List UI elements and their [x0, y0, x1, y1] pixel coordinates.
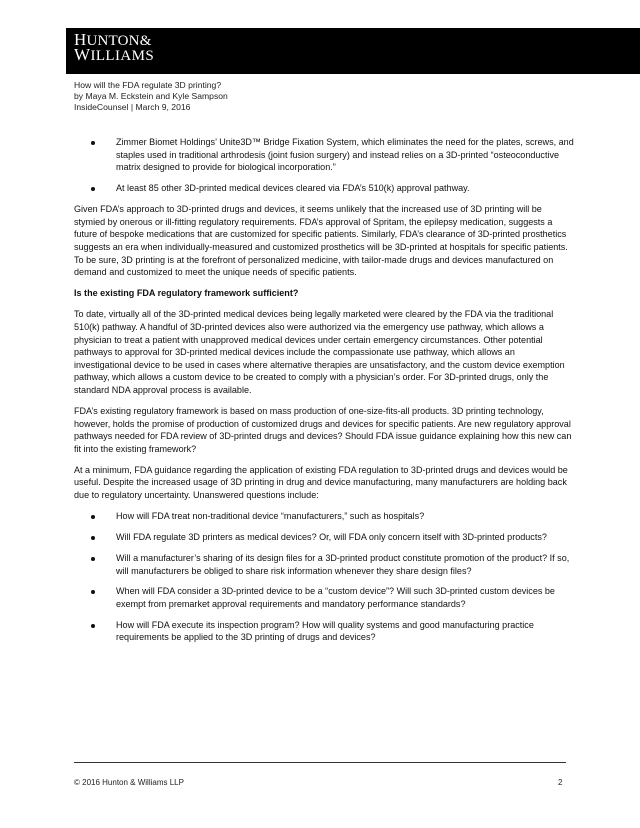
list-item [74, 510, 574, 523]
list-item [74, 552, 574, 577]
article-title: How will the FDA regulate 3D printing? [74, 80, 222, 90]
bullet-icon [91, 590, 95, 594]
logo-line-2-initial: W [74, 45, 91, 64]
logo-line-2 [74, 45, 155, 64]
article-header [74, 80, 228, 113]
bullet-icon [91, 536, 95, 540]
page-number: 2 [558, 778, 563, 787]
bullet-icon [91, 141, 95, 145]
paragraph: FDA’s existing regulatory framework is based on mass production of one-size-fits-all products. 3D printing technology, however, holds the promise of production of customized drugs and devices for specific patients. Are new regulatory approval pathways needed for FDA review of 3D-printed drugs and devices? Should FDA issue guidance explaining how this new can fit into the existing framework? [74, 405, 572, 454]
paragraph: Given FDA’s approach to 3D-printed drugs and devices, it seems unlikely that the increased use of 3D printing will be stymied by onerous or ill-fitting regulatory requirements. FDA’s approval of Spritam, the epilepsy medication, suggests a future of bespoke medications that are customized for specific patients. Similarly, FDA’s clearance of 3D-printed prosthetics suggests an era when individually-measured and customized prosthetics will be 3D-printed at hospitals for specific patients. To be sure, 3D printing is at the forefront of personalized medicine, with tailor-made drugs and devices manufactured on demand and customized to meet the unique needs of specific patients. [74, 204, 568, 278]
footer-divider [74, 762, 566, 763]
bullet-icon [91, 187, 95, 191]
list-item-text: How will FDA treat non-traditional device “manufacturers,” such as hospitals? [116, 511, 425, 522]
list-item-text: At least 85 other 3D-printed medical devices cleared via FDA’s 510(k) approval pathway. [116, 183, 470, 194]
list-item-text: Will a manufacturer’s sharing of its design files for a 3D-printed product constitute promotion of the product? If so, will manufacturers be obliged to share risk information whenever they share design files? [116, 552, 570, 576]
list-item-text: Will FDA regulate 3D printers as medical devices? Or, will FDA only concern itself with 3D-printed products? [116, 532, 547, 543]
bullet-icon [91, 557, 95, 561]
bullet-list-questions [74, 510, 574, 644]
bullet-icon [91, 515, 95, 519]
logo-line-1-rest: UNTON& [86, 33, 152, 49]
article-body [74, 136, 574, 653]
footer-copyright: © 2016 Hunton & Williams LLP [74, 778, 184, 787]
list-item-text: Zimmer Biomet Holdings’ Unite3D™ Bridge Fixation System, which eliminates the need for the plates, screws, and staples used in traditional arthrodesis (joint fusion surgery) and instead relies on a 3D-printed “osteoconductive matrix designed to provide for biological incorporation.” [116, 137, 574, 173]
list-item [74, 136, 574, 174]
firm-logo [74, 30, 155, 64]
list-item [74, 619, 574, 644]
bullet-list-top [74, 136, 574, 195]
list-item [74, 182, 574, 195]
list-item-text: How will FDA execute its inspection program? How will quality systems and good manufacturing practice requirements be applied to the 3D printing of drugs and devices? [116, 619, 534, 643]
section-heading: Is the existing FDA regulatory framework sufficient? [74, 288, 299, 299]
article-authors: by Maya M. Eckstein and Kyle Sampson [74, 91, 228, 101]
paragraph: At a minimum, FDA guidance regarding the application of existing FDA regulation to 3D-printed drugs and devices would be useful. Despite the increased usage of 3D printing in drug and device manufacturing, many manufacturers are holding back due to regulatory uncertainty. Unanswered questions include: [74, 464, 568, 501]
article-source: InsideCounsel | March 9, 2016 [74, 102, 191, 112]
logo-line-2-rest: ILLIAMS [90, 48, 155, 64]
logo-line-1-initial: H [74, 30, 87, 49]
paragraph: To date, virtually all of the 3D-printed medical devices being legally marketed were cleared by the FDA via the traditional 510(k) pathway. A handful of 3D-printed devices also were authorized via the emergency use pathway, which allows a physician to treat a patient with unapproved medical devices under certain emergency circumstances. Other potential pathways to approval for 3D-printed medical devices include the compassionate use pathway, which allows an investigational device to be used in cases where alternative therapies are unsatisfactory, and the custom device exemption pathway, which allows a custom device to be created to comply with a physician’s order. For 3D-printed drugs, only the standard NDA approval process is available. [74, 309, 565, 395]
list-item-text: When will FDA consider a 3D-printed device to be a “custom device”? Will such 3D-printed custom devices be exempt from premarket approval requirements and mandatory performance standards? [116, 586, 555, 609]
firm-logo-bar [66, 28, 640, 74]
bullet-icon [91, 624, 95, 628]
list-item [74, 585, 574, 610]
list-item [74, 531, 574, 544]
